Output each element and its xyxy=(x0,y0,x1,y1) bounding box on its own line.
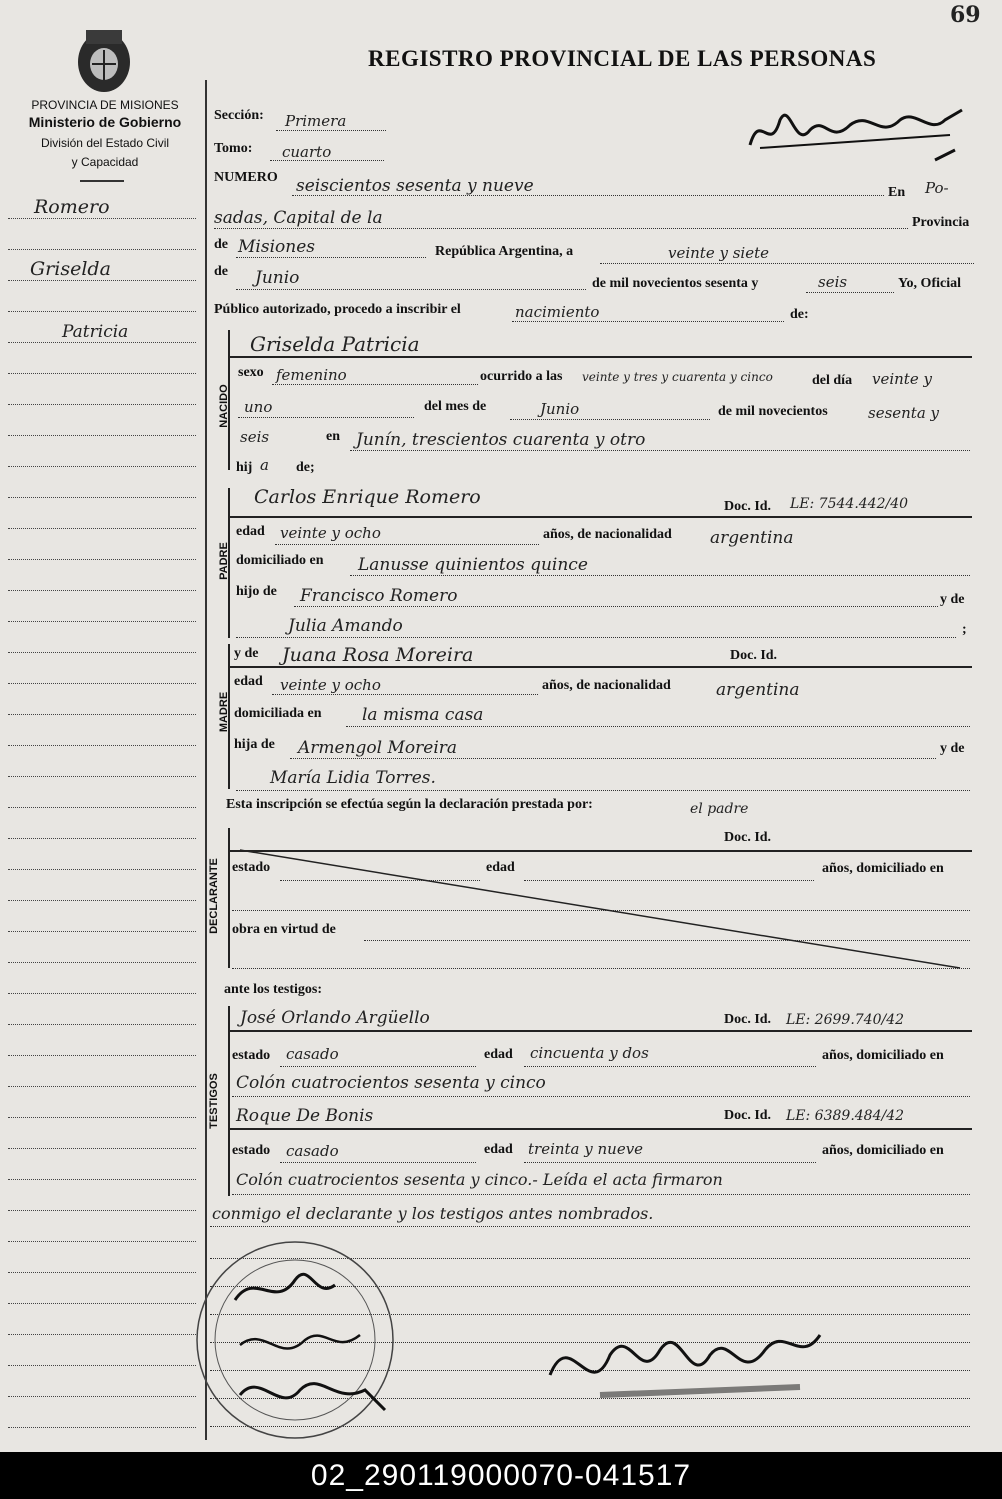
hijo-label: hij xyxy=(236,460,253,475)
testigo1-dom: Colón cuatrocientos sesenta y cinco xyxy=(236,1073,546,1093)
padre-madre-line xyxy=(236,637,956,638)
testigo1-edad: cincuenta y dos xyxy=(530,1044,649,1062)
testigo1-name: José Orlando Argüello xyxy=(240,1008,430,1028)
divider xyxy=(80,180,124,182)
ocurrido-label: ocurrido a las xyxy=(480,369,563,384)
margin-rule xyxy=(8,435,196,436)
mes2-line xyxy=(510,419,710,420)
dia-label: del día xyxy=(812,373,853,388)
nacido-name-rule xyxy=(230,356,972,358)
ministry-label: Ministerio de Gobierno xyxy=(28,114,182,130)
sexo-value: femenino xyxy=(276,366,347,384)
lugar-line xyxy=(350,450,970,451)
margin-rule xyxy=(8,590,196,591)
closing-line xyxy=(210,1226,970,1227)
declarante-estado-label: estado xyxy=(232,860,271,875)
padre-edad-line xyxy=(275,544,539,545)
dia-value: veinte y xyxy=(872,370,932,388)
margin-rule xyxy=(8,1086,196,1087)
provincia-label: Provincia xyxy=(912,215,970,230)
declarante-obra-label: obra en virtud de xyxy=(232,922,336,937)
margin-rule xyxy=(8,311,196,312)
provincia-value: Misiones xyxy=(238,237,315,257)
division-label: División del Estado Civil xyxy=(40,136,170,150)
margin-rule xyxy=(8,962,196,963)
margin-rule xyxy=(8,1179,196,1180)
padre-semicolon: ; xyxy=(962,622,967,637)
ante-testigos-label: ante los testigos: xyxy=(224,982,322,997)
acto-value: nacimiento xyxy=(515,303,600,321)
madre-edad-line xyxy=(272,694,538,695)
margin-rule xyxy=(8,714,196,715)
testigos-section-label: TESTIGOS xyxy=(208,1073,220,1129)
fecha-anio-value: seis xyxy=(818,273,848,291)
oficial-label: Yo, Oficial xyxy=(898,276,961,291)
dia2-line xyxy=(238,417,414,418)
testigo2-anios-label: años, domiciliado en xyxy=(822,1143,944,1158)
testigo2-doc: LE: 6389.484/42 xyxy=(786,1108,905,1124)
mil2-label: de mil novecientos xyxy=(718,404,828,419)
testigo2-edad-line xyxy=(524,1162,816,1163)
provincia-line xyxy=(236,257,426,258)
tomo-label: Tomo: xyxy=(214,141,253,156)
margin-rule xyxy=(8,807,196,808)
margin-rule xyxy=(8,1241,196,1242)
declarante-edad-label: edad xyxy=(486,860,515,875)
testigo1-edad-line xyxy=(524,1066,816,1067)
margin-rule xyxy=(8,373,196,374)
anio-value: sesenta y xyxy=(868,404,940,422)
margin-rule xyxy=(8,466,196,467)
mes-line xyxy=(236,289,586,290)
madre-madre-line xyxy=(236,790,970,791)
margin-surname: Romero xyxy=(34,196,110,218)
padre-padre-line xyxy=(294,606,938,607)
madre-edad-value: veinte y ocho xyxy=(280,676,381,694)
nacido-section-label: NACIDO xyxy=(218,384,230,428)
madre-nac-value: argentina xyxy=(716,680,800,700)
coat-of-arms-icon xyxy=(68,22,140,94)
testigo2-rule xyxy=(230,1128,972,1130)
margin-rule xyxy=(8,869,196,870)
sexo-line xyxy=(272,384,478,385)
padre-padre-value: Francisco Romero xyxy=(300,586,458,606)
seccion-label: Sección: xyxy=(214,108,264,123)
hijo-de-label: de; xyxy=(296,460,315,475)
margin-rule xyxy=(8,1365,196,1366)
margin-rule xyxy=(8,1117,196,1118)
margin-rule xyxy=(8,931,196,932)
testigo2-dom: Colón cuatrocientos sesenta y cinco.- Leída el acta firmaron xyxy=(236,1170,723,1189)
padre-yde-label: y de xyxy=(940,592,965,607)
anio-value-2: seis xyxy=(240,428,270,446)
testigo2-estado-label: estado xyxy=(232,1143,271,1158)
padre-section-label: PADRE xyxy=(218,542,230,580)
madre-yde-label: y de xyxy=(234,646,259,661)
padre-madre-value: Julia Amando xyxy=(288,616,403,636)
padre-nac-value: argentina xyxy=(710,528,794,548)
testigo1-estado: casado xyxy=(286,1045,339,1063)
sexo-label: sexo xyxy=(238,365,264,380)
madre-dom-line xyxy=(346,726,970,727)
place-line xyxy=(214,228,908,229)
declarante-anios-label: años, domiciliado en xyxy=(822,861,944,876)
padre-dom-value: Lanusse quinientos quince xyxy=(358,555,588,575)
testigo2-estado-line xyxy=(280,1162,476,1163)
province-label: PROVINCIA DE MISIONES xyxy=(31,98,179,112)
testigo1-doc: LE: 2699.740/42 xyxy=(786,1012,905,1028)
dia-value-2: uno xyxy=(244,398,273,416)
padre-edad-value: veinte y ocho xyxy=(280,524,381,542)
page-number: 69 xyxy=(950,2,981,28)
margin-first-name: Griselda xyxy=(30,258,111,280)
en2-label: en xyxy=(326,429,340,444)
madre-padre-value: Armengol Moreira xyxy=(298,738,458,758)
margin-rule xyxy=(8,1396,196,1397)
padre-doc-label: Doc. Id. xyxy=(724,499,772,514)
seccion-value: Primera xyxy=(285,112,347,130)
testigo1-doc-label: Doc. Id. xyxy=(724,1012,772,1027)
fecha-mes-value: Junio xyxy=(255,268,300,288)
declarante-doc-label: Doc. Id. xyxy=(724,830,772,845)
margin-rule xyxy=(8,342,196,343)
madre-doc-label: Doc. Id. xyxy=(730,648,778,663)
testigo2-edad: treinta y nueve xyxy=(528,1140,644,1158)
mil-label: de mil novecientos sesenta y xyxy=(592,276,759,291)
margin-rule xyxy=(8,621,196,622)
testigo2-edad-label: edad xyxy=(484,1142,513,1157)
madre-yde2-label: y de xyxy=(940,741,965,756)
tomo-value: cuarto xyxy=(282,143,332,161)
margin-rule xyxy=(8,1148,196,1149)
testigo1-dom-line xyxy=(232,1096,970,1097)
declaracion-text: Esta inscripción se efectúa según la declaración prestada por: xyxy=(226,797,593,812)
testigo1-anios-label: años, domiciliado en xyxy=(822,1048,944,1063)
madre-dom-label: domiciliada en xyxy=(234,706,322,721)
margin-rule xyxy=(8,280,196,281)
testigo2-doc-label: Doc. Id. xyxy=(724,1108,772,1123)
madre-padre-line xyxy=(290,758,936,759)
madre-hija-label: hija de xyxy=(234,737,275,752)
madre-madre-value: María Lidia Torres. xyxy=(270,768,436,788)
padre-name-rule xyxy=(230,516,972,518)
margin-rule xyxy=(8,745,196,746)
padre-doc-value: LE: 7544.442/40 xyxy=(790,496,909,512)
madre-dom-value: la misma casa xyxy=(362,705,484,725)
margin-rule xyxy=(8,1334,196,1335)
margin-rule xyxy=(8,1272,196,1273)
testigo1-edad-label: edad xyxy=(484,1047,513,1062)
official-signature-bottom xyxy=(540,1295,830,1425)
numero-value: seiscientos sesenta y nueve xyxy=(296,176,534,196)
margin-rule xyxy=(8,559,196,560)
padre-hijo-label: hijo de xyxy=(236,584,277,599)
closing-text: conmigo el declarante y los testigos antes nombrados. xyxy=(212,1204,654,1223)
margin-rule xyxy=(8,218,196,219)
padre-nac-label: años, de nacionalidad xyxy=(543,527,672,542)
acto-line xyxy=(512,321,784,322)
margin-rule xyxy=(8,1024,196,1025)
de-label: de xyxy=(214,237,228,252)
lugar-value: Junín, trescientos cuarenta y otro xyxy=(356,430,646,450)
padre-dom-label: domiciliado en xyxy=(236,553,324,568)
cross-out-line xyxy=(230,848,972,970)
official-seal-stamp xyxy=(185,1230,405,1450)
declaracion-value: el padre xyxy=(690,801,749,817)
nacido-name: Griselda Patricia xyxy=(250,332,420,356)
madre-edad-label: edad xyxy=(234,674,263,689)
de-label-2: de xyxy=(214,264,228,279)
madre-name-rule xyxy=(230,666,972,668)
mes-value: Junio xyxy=(540,400,580,418)
madre-nac-label: años, de nacionalidad xyxy=(542,678,671,693)
margin-rule xyxy=(8,1427,196,1428)
declarante-section-label: DECLARANTE xyxy=(208,858,220,934)
official-signature-top xyxy=(740,90,970,170)
de2-label: de: xyxy=(790,307,809,322)
margin-rule xyxy=(8,1055,196,1056)
document-code: 02_290119000070-041517 xyxy=(0,1452,1002,1499)
margin-rule xyxy=(8,1210,196,1211)
place-value-a: Po- xyxy=(925,179,949,197)
republica-label: República Argentina, a xyxy=(435,244,574,259)
margin-rule xyxy=(8,838,196,839)
en-label: En xyxy=(888,185,906,200)
margin-rule xyxy=(8,900,196,901)
madre-name: Juana Rosa Moreira xyxy=(282,644,474,666)
margin-rule xyxy=(8,404,196,405)
margin-rule xyxy=(8,993,196,994)
place-value-b: sadas, Capital de la xyxy=(214,208,383,228)
testigo2-name: Roque De Bonis xyxy=(236,1106,374,1126)
padre-dom-line xyxy=(350,575,970,576)
margin-rule xyxy=(8,1303,196,1304)
margin-second-name: Patricia xyxy=(62,322,129,342)
margin-rule xyxy=(8,776,196,777)
hijo-suffix: a xyxy=(260,456,269,474)
margin-rule xyxy=(8,683,196,684)
publico-label: Público autorizado, procedo a inscribir el xyxy=(214,302,461,317)
testigos-bracket xyxy=(228,1006,230,1196)
seccion-line xyxy=(276,130,386,131)
margin-rule xyxy=(8,528,196,529)
testigo1-rule xyxy=(230,1030,972,1032)
testigo2-dom-line xyxy=(232,1194,970,1195)
testigo2-estado: casado xyxy=(286,1142,339,1160)
numero-label: NUMERO xyxy=(214,170,278,185)
division-label-2: y Capacidad xyxy=(71,155,139,169)
margin-rule xyxy=(8,652,196,653)
madre-section-label: MADRE xyxy=(218,691,230,733)
fecha-dia-value: veinte y siete xyxy=(668,244,770,262)
margin-rule xyxy=(8,249,196,250)
mes-label: del mes de xyxy=(424,399,487,414)
hora-value: veinte y tres y cuarenta y cinco xyxy=(582,370,773,384)
testigo1-estado-line xyxy=(280,1066,476,1067)
dia-line xyxy=(600,263,974,264)
padre-edad-label: edad xyxy=(236,524,265,539)
testigo1-estado-label: estado xyxy=(232,1048,271,1063)
anio-line xyxy=(806,292,894,293)
padre-name: Carlos Enrique Romero xyxy=(254,486,481,508)
document-title: REGISTRO PROVINCIAL DE LAS PERSONAS xyxy=(368,46,877,71)
margin-rule xyxy=(8,497,196,498)
